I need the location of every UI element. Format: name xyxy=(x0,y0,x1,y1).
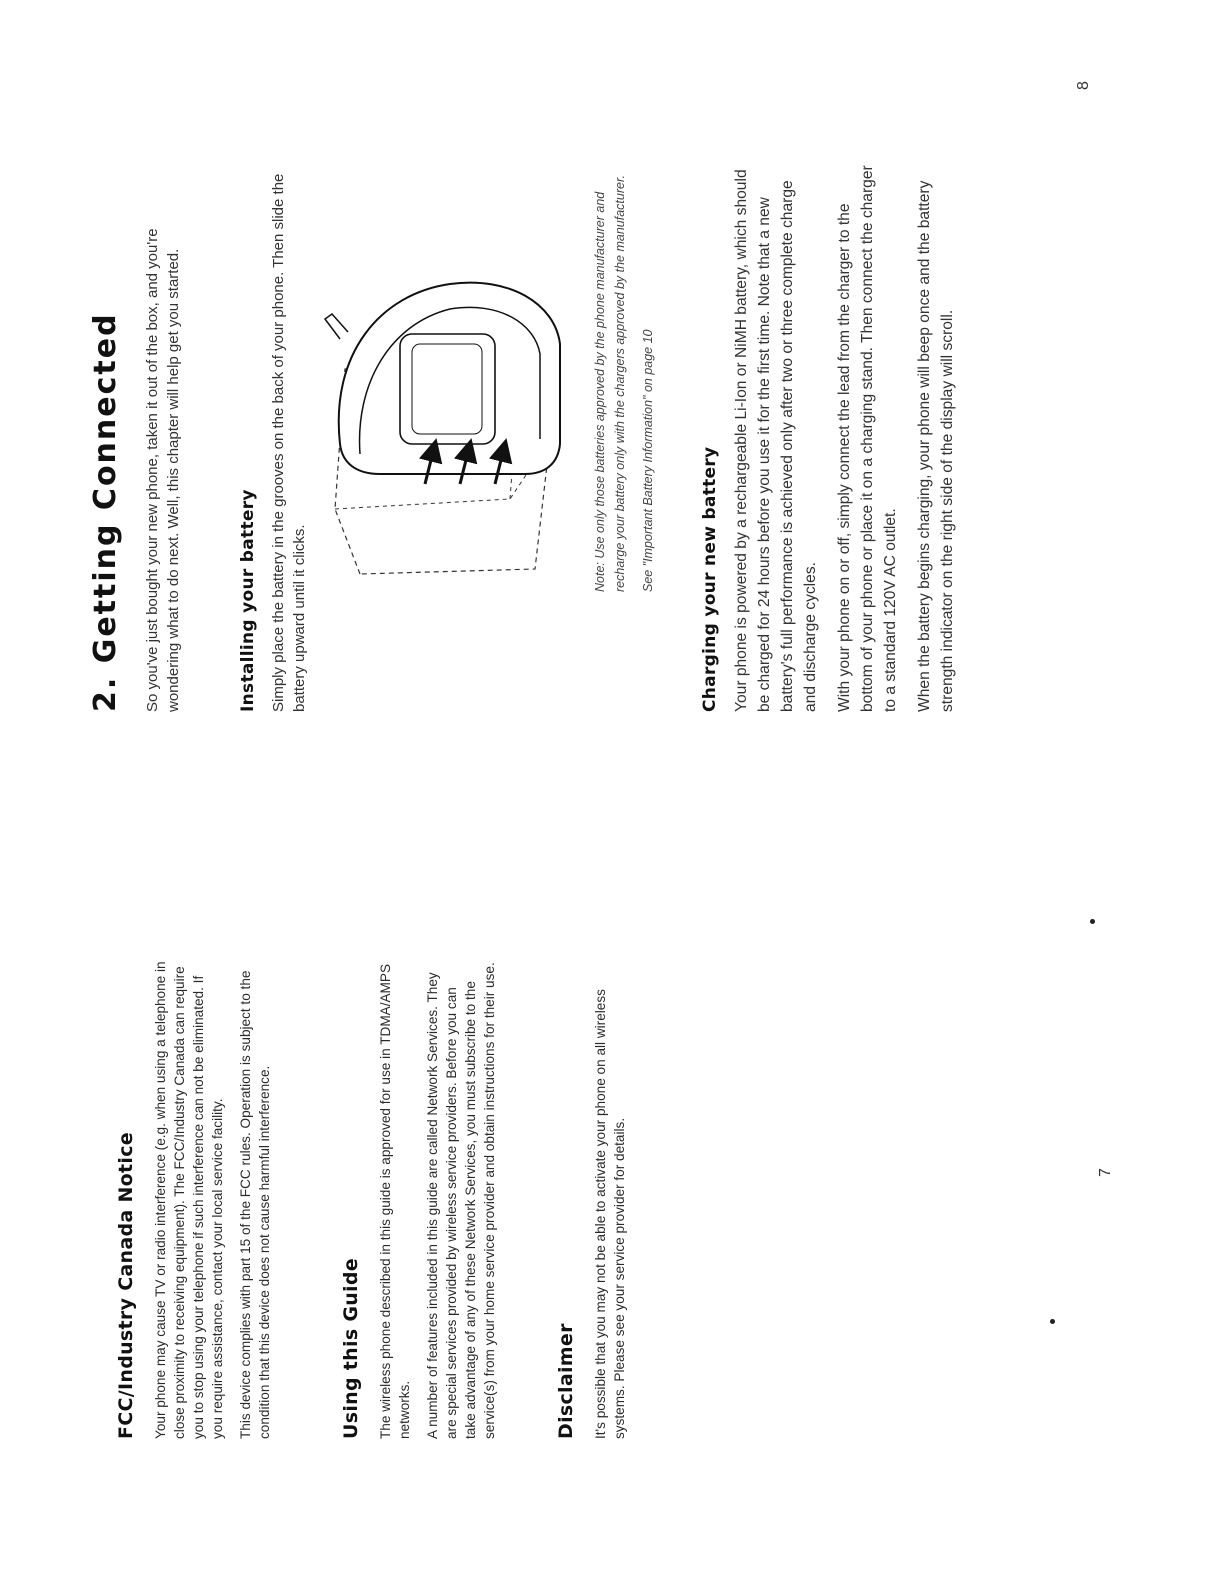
chapter-intro xyxy=(142,182,193,712)
install-text: Simply place the battery in the grooves on the back of your phone. Then slide the battery upward until it clicks. xyxy=(270,173,308,712)
phone-battery-installation-illustration xyxy=(320,264,565,594)
disclaimer-section xyxy=(555,959,638,1439)
guide-heading: Using this Guide xyxy=(340,1258,362,1439)
charging-paragraph-1: Your phone is powered by a rechargeable Li-Ion or NiMH battery, which should be charged for 24 hours before you use it for the first time. Note that a new battery's full performance is achieved only after two or three complete charge and discharge cycles. xyxy=(733,169,819,712)
fcc-paragraph-2: This device complies with part 15 of the FCC rules. Operation is subject to the condition that this device does not cause harmful interference. xyxy=(238,970,272,1439)
fcc-paragraph-1: Your phone may cause TV or radio interference (e.g. when using a telephone in close proximity to receiving equipment). The FCC/Industry Canada can require you to stop using your telephone if such interference can not be eliminated. If you require assistance, contact your local service facility. xyxy=(153,961,225,1439)
left-page xyxy=(0,792,1224,1584)
using-guide-section xyxy=(340,959,508,1439)
charging-heading: Charging your new battery xyxy=(700,446,720,712)
install-battery-section xyxy=(238,172,319,712)
charging-battery-section xyxy=(700,152,970,712)
scan-speck xyxy=(1090,919,1095,924)
page-number-left: 7 xyxy=(1097,1168,1114,1177)
install-heading: Installing your battery xyxy=(238,489,258,712)
fcc-heading: FCC/Industry Canada Notice xyxy=(115,1132,137,1439)
guide-paragraph-2: A number of features included in this guide are called Network Services. They are special services provided by wireless service providers. Before you can take advantage of any of these Network Services, you must subscribe to the service(s) from your home service provider and obtain instructions for their use. xyxy=(425,962,497,1439)
chapter-title: 2. Getting Connected xyxy=(88,312,123,712)
charging-paragraph-2: With your phone on or off, simply connect the lead from the charger to the bottom of your phone or place it on a charging stand. Then connect the charger to a standard 120V AC outlet. xyxy=(836,165,899,712)
guide-paragraph-1: The wireless phone described in this guide is approved for use in TDMA/AMPS networks. xyxy=(378,963,412,1439)
page-number-right: 8 xyxy=(1075,81,1092,90)
note-approved-batteries: Note: Use only those batteries approved by the phone manufacturer and recharge your battery only with the chargers approved by the manufacturer. xyxy=(593,174,627,592)
disclaimer-paragraph: It's possible that you may not be able to activate your phone on all wireless systems. Please see your service provider for details. xyxy=(593,989,627,1439)
note-see-page: See "Important Battery Information" on page 10 xyxy=(641,329,655,592)
charging-paragraph-3: When the battery begins charging, your phone will beep once and the battery strength indicator on the right side of the display will scroll. xyxy=(916,180,956,712)
disclaimer-heading: Disclaimer xyxy=(555,1323,577,1439)
intro-paragraph: So you've just bought your new phone, taken it out of the box, and you're wondering what to do next. Well, this chapter will help get you started. xyxy=(144,228,182,712)
fcc-notice-section xyxy=(115,959,283,1439)
scan-speck xyxy=(1050,1319,1055,1324)
battery-notes xyxy=(590,172,666,592)
